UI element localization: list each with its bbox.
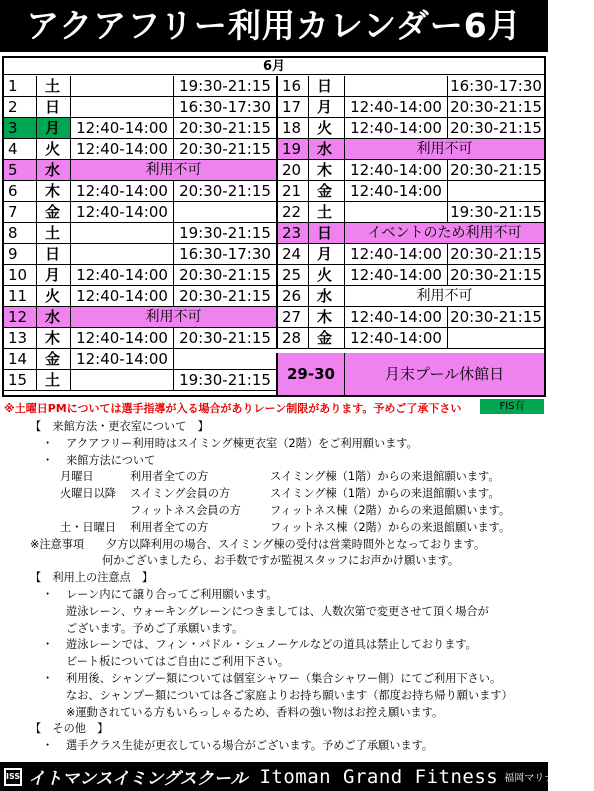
am-slot: 12:40-14:00 bbox=[345, 265, 448, 285]
calendar-row bbox=[4, 307, 276, 328]
calendar-row bbox=[276, 223, 544, 244]
weekday: 土 bbox=[37, 223, 71, 243]
am-slot: 12:40-14:00 bbox=[345, 97, 448, 117]
day-number: 6 bbox=[4, 181, 37, 201]
day-number: 18 bbox=[278, 118, 309, 138]
weekday: 金 bbox=[309, 328, 345, 348]
weekday: 金 bbox=[309, 181, 345, 201]
pm-slot: 20:30-21:15 bbox=[450, 161, 542, 179]
unavailable-cell: 利用不可 bbox=[416, 288, 473, 304]
access-route: スイミング棟（1階）からの来退館願います。 bbox=[270, 487, 500, 501]
pm-slot bbox=[174, 349, 276, 369]
brand-name-jp: イトマンスイミングスクール bbox=[28, 769, 248, 789]
weekday: 水 bbox=[309, 286, 345, 306]
pm-slot bbox=[174, 202, 276, 222]
bullet: ・ bbox=[42, 436, 54, 450]
am-slot: 12:40-14:00 bbox=[345, 118, 448, 138]
calendar-row bbox=[276, 139, 544, 160]
day-number: 22 bbox=[278, 202, 309, 222]
list-item-text: 利用後、シャンプー類については個室シャワー（集合シャワー側）にてご利用下さい。 bbox=[66, 671, 502, 685]
weekday: 土 bbox=[37, 370, 71, 390]
branch-name: 福岡マリナタウン校 bbox=[504, 773, 594, 784]
list-item-text: ございます。予めご了承願います。 bbox=[66, 621, 244, 635]
day-number: 5 bbox=[4, 160, 37, 180]
day-number: 11 bbox=[4, 286, 37, 306]
day-number: 1 bbox=[4, 76, 37, 96]
calendar-row bbox=[4, 202, 276, 223]
weekday: 木 bbox=[309, 307, 345, 327]
pm-slot bbox=[448, 328, 544, 348]
weekday: 火 bbox=[309, 265, 345, 285]
day-number: 15 bbox=[4, 370, 37, 390]
weekday: 土 bbox=[37, 76, 71, 96]
pm-slot: 19:30-21:15 bbox=[179, 77, 271, 95]
pm-slot: 20:30-21:15 bbox=[450, 308, 542, 326]
weekday: 月 bbox=[309, 244, 345, 264]
am-slot bbox=[345, 76, 448, 96]
pm-slot: 16:30-17:30 bbox=[179, 245, 271, 263]
fis-badge: FIS有 bbox=[480, 399, 544, 414]
day-number: 28 bbox=[278, 328, 309, 348]
am-slot: 12:40-14:00 bbox=[71, 328, 174, 348]
weekday: 火 bbox=[37, 139, 71, 159]
list-item bbox=[30, 621, 540, 638]
list-item bbox=[30, 705, 540, 722]
access-row bbox=[30, 520, 540, 537]
am-slot bbox=[71, 370, 174, 390]
pm-slot: 20:30-21:15 bbox=[450, 266, 542, 284]
list-item bbox=[30, 453, 540, 470]
bullet: ・ bbox=[42, 587, 54, 601]
pm-slot: 16:30-17:30 bbox=[450, 77, 542, 95]
am-slot: 12:40-14:00 bbox=[345, 181, 448, 201]
list-item-text: ビート板についてはご自由にご利用下さい。 bbox=[66, 655, 290, 669]
pm-slot bbox=[448, 181, 544, 201]
day-number: 9 bbox=[4, 244, 37, 264]
unavailable-cell: イベントのため利用不可 bbox=[345, 223, 544, 243]
pm-slot: 20:30-21:15 bbox=[450, 98, 542, 116]
access-route: フィットネス棟（2階）からの来退館願います。 bbox=[270, 503, 511, 517]
weekday: 日 bbox=[309, 76, 345, 96]
access-member: スイミング会員の方 bbox=[130, 487, 231, 501]
weekday: 日 bbox=[37, 244, 71, 264]
day-number: 17 bbox=[278, 97, 309, 117]
calendar-row bbox=[276, 307, 544, 328]
day-number: 14 bbox=[4, 349, 37, 369]
bullet: ・ bbox=[42, 739, 54, 753]
calendar-row bbox=[4, 349, 276, 370]
day-number: 20 bbox=[278, 160, 309, 180]
list-item-text: なお、シャンプー類については各ご家庭よりお持ち願います（都度お持ち帰り願います） bbox=[66, 688, 513, 702]
day-number: 23 bbox=[278, 223, 309, 243]
list-item bbox=[30, 671, 540, 688]
am-slot bbox=[71, 97, 174, 117]
day-number: 25 bbox=[278, 265, 309, 285]
am-slot: 12:40-14:00 bbox=[71, 202, 174, 222]
bullet: ・ bbox=[42, 453, 54, 467]
page-title: アクアフリー利用カレンダー6月 bbox=[0, 0, 548, 52]
list-item-text: ※運動されている方もいらっしゃるため、香料の強い物はお控え願います。 bbox=[66, 705, 444, 719]
calendar-row bbox=[276, 265, 544, 286]
am-slot bbox=[345, 202, 448, 222]
weekday: 月 bbox=[37, 118, 71, 138]
caution-label: ※注意事項 bbox=[30, 537, 85, 551]
am-slot: 12:40-14:00 bbox=[345, 328, 448, 348]
list-item bbox=[30, 738, 540, 755]
list-item bbox=[30, 688, 540, 705]
access-day: 月曜日 bbox=[60, 470, 94, 484]
am-slot bbox=[71, 244, 174, 264]
access-route: スイミング棟（1階）からの来退館願います。 bbox=[270, 470, 500, 484]
am-slot: 12:40-14:00 bbox=[345, 160, 448, 180]
day-number: 12 bbox=[4, 307, 37, 327]
pm-slot: 16:30-17:30 bbox=[179, 98, 271, 116]
list-item-text: 遊泳レーンでは、フィン・パドル・シュノーケルなどの道具は禁止しております。 bbox=[66, 638, 477, 652]
access-day: 土・日曜日 bbox=[60, 520, 116, 534]
access-row bbox=[30, 469, 540, 486]
list-item-text: 来館方法について bbox=[66, 453, 156, 467]
access-member: 利用者全ての方 bbox=[130, 470, 209, 484]
unavailable-cell: 利用不可 bbox=[345, 139, 544, 159]
weekday: 木 bbox=[37, 181, 71, 201]
section-heading: 【 その他 】 bbox=[30, 722, 109, 736]
list-item bbox=[30, 637, 540, 654]
closure-text: 月末プール休館日 bbox=[384, 365, 505, 383]
caution-line: 何かございましたら、お手数ですが監視スタッフにお声かけ願います。 bbox=[102, 554, 460, 568]
day-number: 24 bbox=[278, 244, 309, 264]
am-slot: 12:40-14:00 bbox=[71, 265, 174, 285]
am-slot: 12:40-14:00 bbox=[345, 307, 448, 327]
day-number: 2 bbox=[4, 97, 37, 117]
day-number: 19 bbox=[278, 139, 309, 159]
weekday: 月 bbox=[37, 265, 71, 285]
am-slot: 12:40-14:00 bbox=[71, 181, 174, 201]
calendar-row bbox=[276, 160, 544, 181]
unavailable-cell: 利用不可 bbox=[71, 160, 276, 180]
calendar-row bbox=[276, 328, 544, 349]
weekday: 火 bbox=[37, 286, 71, 306]
day-number: 26 bbox=[278, 286, 309, 306]
unavailable-cell: 利用不可 bbox=[71, 307, 276, 327]
weekday: 水 bbox=[37, 307, 71, 327]
day-number: 27 bbox=[278, 307, 309, 327]
pm-slot: 20:30-21:15 bbox=[450, 119, 542, 137]
access-member: フィットネス会員の方 bbox=[130, 503, 241, 517]
day-number: 7 bbox=[4, 202, 37, 222]
pm-slot: 19:30-21:15 bbox=[450, 203, 542, 221]
calendar-row bbox=[4, 160, 276, 181]
calendar-table bbox=[2, 56, 546, 397]
pm-slot: 19:30-21:15 bbox=[179, 224, 271, 242]
day-number: 16 bbox=[278, 76, 309, 96]
weekday: 日 bbox=[309, 223, 345, 243]
pm-slot: 20:30-21:15 bbox=[179, 287, 271, 305]
access-day: 火曜日以降 bbox=[60, 487, 116, 501]
am-slot: 12:40-14:00 bbox=[71, 139, 174, 159]
day-number: 8 bbox=[4, 223, 37, 243]
calendar-row bbox=[276, 118, 544, 139]
caution-text: 夕方以降利用の場合、スイミング棟の受付は営業時間外となっております。 bbox=[106, 537, 486, 551]
pm-slot: 19:30-21:15 bbox=[179, 371, 271, 389]
calendar-row bbox=[276, 76, 544, 97]
day-number: 3 bbox=[4, 118, 37, 138]
day-number: 10 bbox=[4, 265, 37, 285]
calendar-row bbox=[4, 118, 276, 139]
calendar-row bbox=[4, 328, 276, 349]
am-slot: 12:40-14:00 bbox=[71, 286, 174, 306]
access-route: フィットネス棟（2階）からの来退館願います。 bbox=[270, 520, 511, 534]
calendar-row bbox=[276, 244, 544, 265]
list-item-text: レーン内にて譲り合ってご利用願います。 bbox=[66, 587, 278, 601]
weekday: 水 bbox=[309, 139, 345, 159]
day-number: 13 bbox=[4, 328, 37, 348]
calendar-row bbox=[276, 181, 544, 202]
weekday: 金 bbox=[37, 349, 71, 369]
pm-slot: 20:30-21:15 bbox=[179, 119, 271, 137]
section-heading: 【 利用上の注意点 】 bbox=[30, 571, 154, 585]
list-item-text: アクアフリー利用時はスイミング棟更衣室（2階）をご利用願います。 bbox=[66, 436, 418, 450]
saturday-note: ※土曜日PMについては選手指導が入る場合がありレーン制限があります。予めご了承下さい bbox=[4, 402, 462, 415]
am-slot: 12:40-14:00 bbox=[71, 349, 174, 369]
pm-slot: 20:30-21:15 bbox=[179, 140, 271, 158]
caution-line bbox=[30, 537, 540, 554]
am-slot bbox=[71, 223, 174, 243]
brand-name-en: Itoman Grand Fitness bbox=[259, 765, 499, 788]
footer bbox=[0, 762, 594, 791]
calendar-row bbox=[4, 223, 276, 244]
calendar-row bbox=[4, 76, 276, 97]
pm-slot: 20:30-21:15 bbox=[450, 245, 542, 263]
calendar-row bbox=[4, 370, 276, 391]
pm-slot: 20:30-21:15 bbox=[179, 266, 271, 284]
school-logo: ISS bbox=[4, 768, 22, 786]
list-item-text: 選手クラス生徒が更衣している場合がございます。予めご了承願います。 bbox=[66, 739, 434, 753]
info-section bbox=[30, 419, 540, 755]
section-heading: 【 来館方法・更衣室について 】 bbox=[30, 420, 209, 433]
calendar-row bbox=[276, 97, 544, 118]
calendar-row bbox=[4, 181, 276, 202]
day-number: 4 bbox=[4, 139, 37, 159]
am-slot bbox=[71, 76, 174, 96]
am-slot: 12:40-14:00 bbox=[345, 244, 448, 264]
calendar-row bbox=[4, 97, 276, 118]
list-item-text: 遊泳レーン、ウォーキングレーンにつきましては、人数次第で変更させて頂く場合が bbox=[66, 604, 489, 618]
day-number: 21 bbox=[278, 181, 309, 201]
calendar-row bbox=[4, 139, 276, 160]
weekday: 月 bbox=[309, 97, 345, 117]
calendar-row bbox=[4, 244, 276, 265]
list-item bbox=[30, 587, 540, 604]
list-item bbox=[30, 436, 540, 453]
pm-slot: 20:30-21:15 bbox=[179, 182, 271, 200]
weekday: 木 bbox=[37, 328, 71, 348]
weekday: 日 bbox=[37, 97, 71, 117]
closure-range: 29-30 bbox=[278, 353, 345, 395]
access-day bbox=[60, 503, 130, 520]
weekday: 水 bbox=[37, 160, 71, 180]
weekday: 木 bbox=[309, 160, 345, 180]
access-row bbox=[30, 486, 540, 503]
calendar-row bbox=[4, 286, 276, 307]
weekday: 土 bbox=[309, 202, 345, 222]
weekday: 火 bbox=[309, 118, 345, 138]
weekday: 金 bbox=[37, 202, 71, 222]
list-item bbox=[30, 604, 540, 621]
calendar-row bbox=[276, 202, 544, 223]
access-member: 利用者全ての方 bbox=[130, 520, 209, 534]
bullet: ・ bbox=[42, 671, 54, 685]
access-row bbox=[30, 503, 540, 520]
am-slot: 12:40-14:00 bbox=[71, 118, 174, 138]
list-item bbox=[30, 654, 540, 671]
month-label: 6月 bbox=[4, 58, 544, 75]
month-end-closure-row bbox=[276, 353, 544, 395]
pm-slot: 20:30-21:15 bbox=[179, 329, 271, 347]
calendar-row bbox=[4, 265, 276, 286]
bullet: ・ bbox=[42, 638, 54, 652]
calendar-row bbox=[276, 286, 544, 307]
